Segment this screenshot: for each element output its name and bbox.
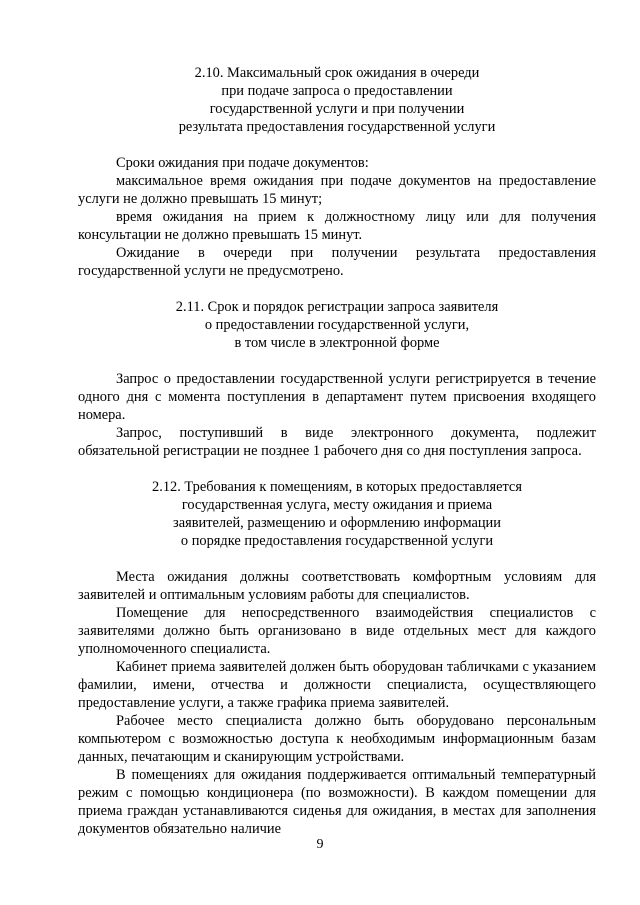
section-2-11: [78, 298, 596, 460]
section-heading: [78, 298, 596, 352]
paragraph: В помещениях для ожидания поддерживается оптимальный температурный режим с помощью кондиционера (по возможности). В каждом помещении для приема граждан устанавливаются сиденья для ожидания, в местах для заполнения документов обязательно наличие: [78, 767, 596, 837]
heading-line: в том числе в электронной форме: [234, 335, 440, 351]
paragraph: время ожидания на прием к должностному лицу или для получения консультации не должно превышать 15 минут.: [78, 209, 596, 243]
paragraph: Места ожидания должны соответствовать комфортным условиям для заявителей и оптимальным условиям работы для специалистов.: [78, 569, 596, 603]
heading-line: государственной услуги и при получении: [209, 101, 465, 117]
heading-line: государственная услуга, месту ожидания и приема: [181, 497, 493, 513]
paragraph: Сроки ожидания при подаче документов:: [116, 155, 369, 171]
paragraph: Ожидание в очереди при получении результата предоставления государственной услуги не предусмотрено.: [78, 245, 596, 279]
heading-line: 2.11. Срок и порядок регистрации запроса заявителя: [175, 299, 499, 315]
document-body: [78, 64, 596, 838]
heading-line: результата предоставления государственной услуги: [178, 119, 496, 135]
heading-line: заявителей, размещению и оформлению информации: [173, 515, 501, 531]
paragraph: Помещение для непосредственного взаимодействия специалистов с заявителями должно быть организовано в виде отдельных мест для каждого уполномоченного специалиста.: [78, 605, 596, 657]
paragraph: Запрос, поступивший в виде электронного документа, подлежит обязательной регистрации не позднее 1 рабочего дня со дня поступления запроса.: [78, 425, 596, 459]
heading-line: о порядке предоставления государственной услуги: [180, 533, 494, 549]
section-2-10: [78, 64, 596, 280]
paragraph: Рабочее место специалиста должно быть оборудовано персональным компьютером с возможностью доступа к необходимым информационным базам данных, печатающим и сканирующим устройствами.: [78, 713, 596, 765]
heading-line: 2.12. Требования к помещениям, в которых предоставляется: [152, 479, 522, 495]
section-2-12: [78, 478, 596, 838]
page-number: 9: [316, 837, 324, 852]
paragraph: Кабинет приема заявителей должен быть оборудован табличками с указанием фамилии, имени, отчества и должности специалиста, осуществляющего предоставление услуги, а также графика приема заявителей.: [78, 659, 596, 711]
heading-line: при подаче запроса о предоставлении: [221, 83, 453, 99]
paragraph: Запрос о предоставлении государственной услуги регистрируется в течение одного дня с момента поступления в департамент путем присвоения входящего номера.: [78, 371, 596, 423]
section-heading: [78, 478, 596, 550]
paragraph: максимальное время ожидания при подаче документов на предоставление услуги не должно превышать 15 минут;: [78, 173, 596, 207]
heading-line: о предоставлении государственной услуги,: [204, 317, 470, 333]
heading-line: 2.10. Максимальный срок ожидания в очереди: [194, 65, 480, 81]
section-heading: [78, 64, 596, 136]
